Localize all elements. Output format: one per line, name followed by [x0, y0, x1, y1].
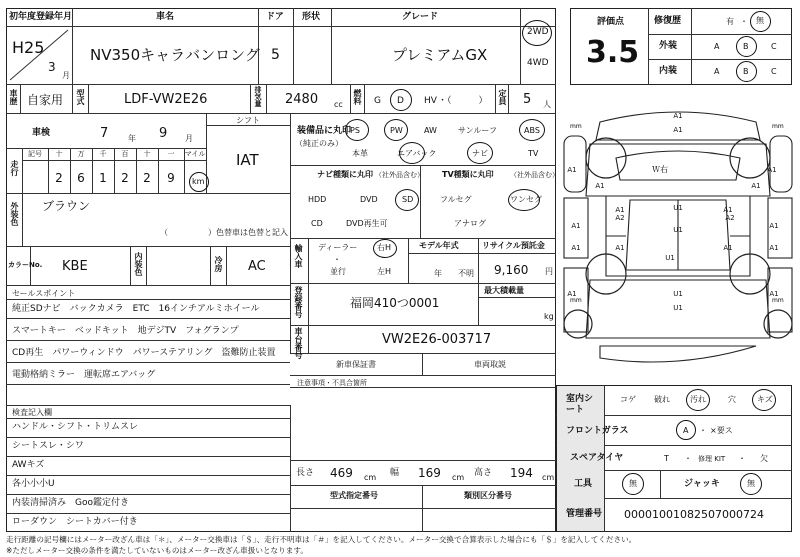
spare-tire-dot2: ・	[738, 454, 746, 463]
windshield-a: A	[683, 426, 689, 435]
damage-mark: U1	[673, 226, 683, 234]
interior-sheet-item: 穴	[728, 395, 736, 404]
digit-value: 2	[55, 171, 63, 185]
km-unit: km	[192, 177, 205, 186]
inspector-note-line: シートスレ・シワ	[12, 441, 84, 451]
damage-mark: A1	[571, 222, 581, 230]
capacity-value: 5	[523, 92, 532, 107]
navi-sd: SD	[402, 195, 414, 204]
model-year-label: モデル年式	[419, 241, 459, 250]
warranty-manual: 車両取説	[474, 360, 506, 369]
door-label: ドア	[266, 12, 284, 22]
damage-mark: A1	[769, 244, 779, 252]
displacement-label: 排気量	[254, 86, 262, 107]
damage-mark: A1	[767, 166, 777, 174]
damage-mark: U1	[673, 290, 683, 298]
interior-sheet-label: 室内シート	[566, 394, 594, 415]
sales-point-line: 純正SDナビ バックカメラ ETC 16インチアルミホイール	[12, 304, 260, 314]
spare-tire-label: スペアタイヤ	[570, 453, 624, 463]
exterior-label: 外装	[659, 41, 678, 51]
model-label: 型式	[76, 89, 85, 105]
interior-label: 内装	[659, 66, 678, 76]
equipment-item: サンルーフ	[458, 126, 497, 135]
digit-value: 9	[167, 171, 175, 185]
spare-tire-kit: 修理 KIT	[698, 455, 726, 463]
tv-oneseg: ワンセグ	[510, 195, 542, 204]
inspection-month-unit: 月	[185, 134, 193, 143]
sales-point-line: スマートキー ベッドキット 地デジTV フォグランプ	[12, 326, 239, 336]
damage-mark: A1	[571, 244, 581, 252]
interior-b: B	[743, 67, 749, 76]
inspector-line-rule	[6, 494, 290, 495]
exterior-c: C	[771, 42, 777, 51]
height-label: 高さ	[474, 468, 493, 478]
width-unit: cm	[452, 473, 465, 482]
import-dealer: ディーラー	[318, 243, 358, 252]
sheet-circle-scratch	[752, 389, 776, 411]
notes-label: 注意事項・不具合箇所	[297, 379, 367, 387]
digit-header: マイル	[184, 150, 206, 158]
cc-unit: cc	[334, 100, 343, 109]
damage-mark: A1	[769, 222, 779, 230]
width-value: 169	[418, 466, 441, 480]
recycle-value: 9,160	[494, 263, 529, 277]
digit-value: 6	[77, 171, 85, 185]
damage-mark: U1	[665, 254, 675, 262]
navi-sub: （社外品含む）	[375, 171, 424, 179]
diagram-mm-tl: mm	[570, 123, 582, 130]
length-label: 長さ	[296, 468, 315, 478]
navi-dvd-play: DVD再生可	[346, 219, 388, 228]
tv-fullseg: フルセグ	[440, 195, 472, 204]
type-no-label: 型式指定番号	[330, 491, 378, 500]
inspection-month: 9	[159, 126, 168, 141]
digit-header: 千	[99, 150, 107, 158]
interior-sheet-item: 汚れ	[690, 395, 706, 404]
sales-line-rule	[6, 384, 290, 385]
interior-c: C	[771, 67, 777, 76]
tools-label: 工具	[574, 479, 593, 489]
doors-value: 5	[271, 47, 280, 63]
grade-label: グレード	[402, 12, 439, 22]
diagram-mm-bl: mm	[570, 297, 582, 304]
first-reg-label: 初年度登録年月	[9, 12, 73, 22]
car-name-label: 車名	[156, 12, 175, 22]
max-load-unit: kg	[544, 312, 554, 321]
shape-label: 形状	[302, 12, 321, 22]
inspection-label: 車検	[32, 128, 51, 138]
import-dot: ・	[333, 255, 341, 264]
equip-circle-pw	[384, 119, 408, 141]
equip-circle-ps	[345, 119, 369, 141]
jack-value: 無	[747, 479, 755, 488]
interior-sheet-item: コゲ	[620, 395, 636, 404]
interior-color-label: 内装色	[134, 252, 143, 276]
sales-line-rule	[6, 318, 290, 319]
windshield-label: フロントガラス	[566, 426, 629, 436]
sales-line-rule	[6, 340, 290, 341]
equipment-item: エアバック	[397, 149, 437, 158]
tv-sub: （社外品含む）	[510, 171, 559, 179]
inspector-note-line: ハンドル・シフト・トリムスレ	[12, 422, 139, 432]
sales-line-rule	[6, 362, 290, 363]
windshield-dot: ・	[699, 426, 707, 435]
drive-4wd: 4WD	[527, 58, 549, 68]
damage-mark: A1	[595, 182, 605, 190]
sales-point-line: 電動格納ミラー 運転席エアバッグ	[12, 370, 156, 380]
equipment-item: PW	[390, 126, 403, 135]
tv-label: TV種類に丸印	[442, 170, 494, 179]
fuel-other: ・（ ）	[438, 96, 488, 106]
footer-line-1: 走行距離の記号欄にはメーター改ざん車は「＊」、メーター交換車は「＄」、走行不明車は「＃」を記入してください。メーター交換で合算表示した場合にも「＄」を記入してください。	[6, 535, 637, 544]
model-value: LDF-VW2E26	[124, 92, 208, 107]
damage-mark: A1	[723, 244, 733, 252]
digit-header: 記号	[28, 150, 42, 158]
first-reg-month: 3	[48, 60, 56, 74]
equipment-item: 本革	[352, 149, 368, 158]
ac-value: AC	[248, 259, 266, 274]
displacement-value: 2480	[285, 92, 319, 107]
import-left-h: 左H	[377, 267, 392, 276]
equipment-item: ナビ	[472, 149, 488, 158]
damage-mark: A1	[673, 112, 683, 120]
management-value: 0000100108250700072​4	[624, 508, 764, 521]
spare-tire-t: T	[664, 454, 669, 463]
equipment-item: PS	[350, 126, 360, 135]
footer-line-2: ※ただしメーター交換の条件を満たしていないものはメーター改ざん車扱いとなります。	[6, 546, 308, 555]
inspector-line-rule	[6, 475, 290, 476]
inspector-note-line: 各小小小U	[12, 479, 55, 489]
model-year-unknown: 不明	[458, 269, 474, 278]
fuel-d: D	[397, 96, 404, 106]
import-label: 輸入車	[294, 244, 303, 268]
navi-label: ナビ種類に丸印	[317, 170, 373, 179]
inspector-note-line: ローダウン シートカバー付き	[12, 517, 138, 527]
navi-cd: CD	[311, 219, 323, 228]
repair-yes: 有	[726, 17, 734, 26]
inspector-note-line: AWキズ	[12, 460, 45, 470]
digit-header: 百	[121, 150, 129, 158]
spare-tire-none: 欠	[760, 454, 768, 463]
digit-header: 一	[167, 150, 175, 158]
damage-mark: A1	[615, 206, 625, 214]
import-right-h: 右H	[377, 243, 392, 252]
inspector-label: 検査記入欄	[12, 408, 52, 417]
repair-label: 修復歴	[654, 16, 682, 26]
drive-2wd: 2WD	[527, 27, 549, 37]
damage-mark: A1	[751, 182, 761, 190]
exterior-color-value: ブラウン	[42, 199, 91, 213]
equipment-item: ABS	[524, 126, 540, 135]
registration-label: 登録番号	[294, 286, 303, 318]
model-year-unit: 年	[434, 269, 442, 278]
fuel-hv: HV	[424, 96, 437, 106]
jack-label: ジャッキ	[684, 479, 720, 489]
color-no-label: カラーNo.	[8, 261, 43, 269]
fuel-label: 燃料	[353, 89, 362, 105]
equipment-label: 装備品に丸印	[297, 126, 352, 136]
interior-sheet-item: 破れ	[654, 395, 670, 404]
first-reg-era: H25	[12, 38, 45, 57]
sales-points-label: セールスポイント	[12, 289, 76, 298]
capacity-label: 定員	[498, 89, 507, 105]
class-no-label: 類別区分番号	[464, 491, 512, 500]
tv-analog: アナログ	[454, 219, 486, 228]
digit-value: 2	[121, 171, 129, 185]
inspector-line-rule	[6, 437, 290, 438]
management-label: 管理番号	[566, 509, 603, 519]
car-damage-diagram	[560, 100, 796, 382]
sales-point-line: CD再生 パワーウィンドウ パワーステアリング 盗難防止装置	[12, 348, 276, 358]
exterior-color-label: 外装色	[10, 202, 19, 226]
height-value: 194	[510, 466, 533, 480]
digit-header: 十	[55, 150, 63, 158]
damage-mark: A2	[615, 214, 625, 222]
chassis-label: 車台番号	[294, 327, 303, 359]
damage-mark: A1	[615, 244, 625, 252]
equip-circle-navi	[467, 142, 493, 164]
recycle-label: リサイクル預託金	[482, 241, 545, 250]
tools-value: 無	[629, 479, 637, 488]
shift-label: シフト	[236, 116, 260, 125]
diagram-sticker-note: Ｗ右	[652, 165, 668, 174]
ac-label: 冷房	[214, 256, 223, 272]
inspector-line-rule	[6, 456, 290, 457]
max-load-label: 最大積載量	[484, 286, 524, 295]
digit-header: 十	[143, 150, 151, 158]
equipment-sub: （純正のみ）	[295, 139, 343, 148]
diagram-mm-tr: mm	[772, 123, 784, 130]
length-unit: cm	[364, 473, 377, 482]
import-parallel: 並行	[330, 267, 346, 276]
damage-mark: A1	[673, 126, 683, 134]
damage-mark: A1	[567, 290, 577, 298]
damage-mark: U1	[673, 204, 683, 212]
damage-mark: A1	[769, 290, 779, 298]
equip-circle-airbag	[399, 142, 425, 164]
month-unit: 月	[62, 71, 70, 80]
damage-mark: U1	[673, 304, 683, 312]
registration-value: 福岡410つ0001	[350, 296, 440, 310]
diagram-mm-br: mm	[772, 297, 784, 304]
color-no-value: KBE	[62, 259, 88, 274]
repair-dot: ・	[740, 17, 748, 26]
spare-tire-dot1: ・	[684, 454, 692, 463]
usage-label: 車歴	[9, 89, 18, 105]
navi-dvd: DVD	[360, 195, 378, 204]
exterior-color-note: （ ）色替車は色替と記入	[160, 228, 288, 237]
chassis-value: VW2E26-003717	[382, 332, 492, 347]
length-value: 469	[330, 466, 353, 480]
inspection-year: 7	[100, 126, 109, 141]
damage-mark: A1	[567, 166, 577, 174]
recycle-yen: 円	[545, 267, 553, 276]
inspector-line-rule	[6, 513, 290, 514]
fuel-g: G	[374, 96, 381, 106]
score-label: 評価点	[597, 17, 625, 27]
shift-value: IAT	[236, 151, 259, 169]
inspector-note-line: 内装清掃済み Goo鑑定付き	[12, 498, 129, 508]
warranty-new-car: 新車保証書	[336, 360, 376, 369]
interior-a: A	[714, 67, 720, 76]
mileage-label: 走行	[10, 160, 19, 176]
navi-hdd: HDD	[308, 195, 327, 204]
digit-header: 万	[77, 150, 85, 158]
damage-mark: A1	[723, 206, 733, 214]
sheet-circle-dirt	[686, 389, 710, 411]
width-label: 幅	[390, 468, 400, 478]
exterior-b: B	[743, 42, 749, 51]
capacity-unit: 人	[543, 100, 551, 109]
equip-circle-abs	[519, 119, 545, 141]
usage-value: 自家用	[27, 93, 64, 107]
height-unit: cm	[542, 473, 555, 482]
grade-value: プレミアムGX	[392, 46, 488, 64]
interior-sheet-item: キズ	[757, 395, 773, 404]
digit-value: 1	[99, 171, 107, 185]
repair-no: 無	[756, 16, 764, 25]
equipment-item: AW	[424, 126, 437, 135]
equipment-item: TV	[528, 149, 539, 158]
digit-value: 2	[143, 171, 151, 185]
damage-mark: A2	[725, 214, 735, 222]
exterior-a: A	[714, 42, 720, 51]
score-value: 3.5	[586, 35, 640, 70]
inspection-year-unit: 年	[128, 134, 136, 143]
windshield-replace: ×要ス	[710, 426, 733, 435]
car-name-value: NV350キャラバンロング	[90, 46, 260, 64]
